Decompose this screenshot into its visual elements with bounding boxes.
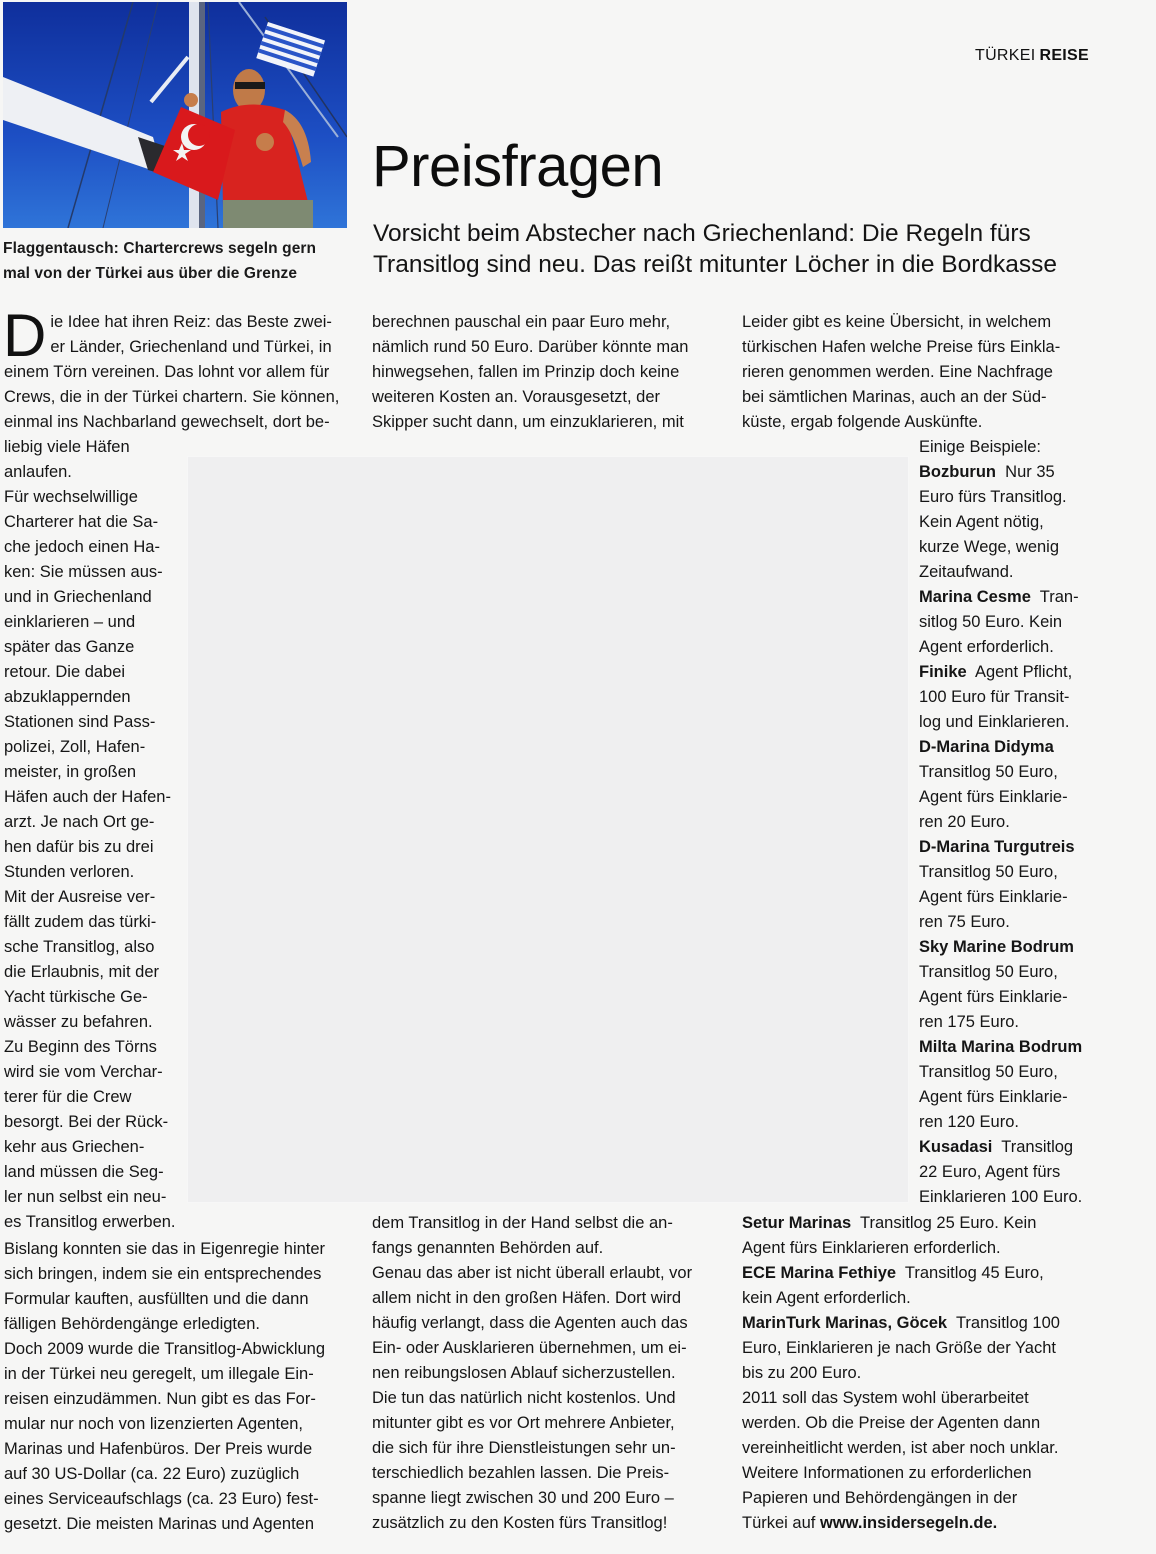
text-line: die Erlaubnis, mit der: [4, 963, 159, 981]
text-line: [919, 960, 1139, 985]
line-text: Agent fürs Einklarie-: [919, 1088, 1068, 1106]
text-line: fällt zudem das türki-: [4, 913, 157, 931]
article-title: Preisfragen: [372, 134, 664, 199]
website-link[interactable]: www.insidersegeln.de.: [819, 1514, 998, 1532]
text-line: Leider gibt es keine Übersicht, in welchem: [742, 313, 1052, 331]
text-line: [919, 985, 1139, 1010]
section-tag-rubric: REISE: [1039, 47, 1089, 64]
text-line: [919, 1160, 1139, 1185]
line-text: Transitlog 50 Euro,: [919, 763, 1058, 781]
line-text: Tran-: [1039, 588, 1079, 606]
text-line: che jedoch einen Ha-: [4, 538, 160, 556]
text-line: [742, 1486, 1142, 1511]
line-text: Transitlog 100: [955, 1314, 1060, 1332]
text-line: Skipper sucht dann, um einzuklarieren, mit: [372, 413, 684, 431]
text-line: [919, 935, 1139, 960]
marina-name: Sky Marine Bodrum: [919, 938, 1074, 956]
line-text: Transitlog 50 Euro,: [919, 963, 1058, 981]
line-text: vereinheitlicht werden, ist aber noch unklar.: [742, 1439, 1059, 1457]
text-line: türkischen Hafen welche Preise fürs Einkla-: [742, 338, 1061, 356]
line-text: Euro, Einklarieren je nach Größe der Yacht: [742, 1339, 1056, 1357]
text-line: [919, 885, 1139, 910]
text-line: [742, 1436, 1142, 1461]
text-line: terschiedlich bezahlen lassen. Die Preis-: [372, 1464, 670, 1482]
text-line: [742, 1286, 1142, 1311]
photo-sailboat-flags-icon: [3, 2, 347, 228]
text-line: gesetzt. Die meisten Marinas und Agenten: [4, 1515, 315, 1533]
text-line: Genau das aber ist nicht überall erlaubt, vor: [372, 1264, 693, 1282]
blank-image-placeholder: [187, 456, 909, 1203]
line-text: 22 Euro, Agent fürs: [919, 1163, 1061, 1181]
text-line: ken: Sie müssen aus-: [4, 563, 163, 581]
text-line: Ein- oder Ausklarieren übernehmen, um ei-: [372, 1339, 687, 1357]
line-text: Türkei auf: [742, 1514, 816, 1532]
text-line: [919, 635, 1139, 660]
text-line: zusätzlich zu den Kosten fürs Transitlog!: [372, 1514, 668, 1532]
text-line: küste, ergab folgende Auskünfte.: [742, 413, 983, 431]
section-tag-country: TÜRKEI: [975, 47, 1036, 64]
text-line: allem nicht in den großen Häfen. Dort wird: [372, 1289, 682, 1307]
line-text: kurze Wege, wenig: [919, 538, 1060, 556]
line-text: Transitlog: [1001, 1138, 1074, 1156]
text-line: Stationen sind Pass-: [4, 713, 156, 731]
text-line: meister, in großen: [4, 763, 137, 781]
text-line: nämlich rund 50 Euro. Darüber könnte man: [372, 338, 689, 356]
text-line: abzuklappernden: [4, 688, 131, 706]
text-line: in der Türkei neu geregelt, um illegale Ein-: [4, 1365, 314, 1383]
photo-caption: [3, 236, 353, 286]
line-text: Agent Pflicht,: [974, 663, 1073, 681]
text-line: [742, 1386, 1142, 1411]
article-deck: [373, 218, 1057, 280]
text-line: weiteren Kosten an. Vorausgesetzt, der: [372, 388, 661, 406]
text-line: mitunter gibt es vor Ort mehrere Anbieter,: [372, 1414, 675, 1432]
text-line: [742, 1211, 1142, 1236]
text-line: ler nun selbst ein neu-: [4, 1188, 167, 1206]
text-line: Stunden verloren.: [4, 863, 135, 881]
marina-name: Finike: [919, 663, 967, 681]
marina-name: Bozburun: [919, 463, 996, 481]
text-line: retour. Die dabei: [4, 663, 126, 681]
text-line: [919, 860, 1139, 885]
text-line: [919, 835, 1139, 860]
line-text: Agent fürs Einklarie-: [919, 788, 1068, 806]
line-text: sitlog 50 Euro. Kein: [919, 613, 1063, 631]
text-line: [919, 735, 1139, 760]
line-text: Agent fürs Einklarieren erforderlich.: [742, 1239, 1001, 1257]
text-line: Marinas und Hafenbüros. Der Preis wurde: [4, 1440, 313, 1458]
text-line: eines Serviceaufschlags (ca. 23 Euro) fest-: [4, 1490, 319, 1508]
marina-name: Kusadasi: [919, 1138, 993, 1156]
text-line: Zu Beginn des Törns: [4, 1038, 157, 1056]
text-line: Doch 2009 wurde die Transitlog-Abwicklung: [4, 1340, 326, 1358]
text-line: [919, 660, 1139, 685]
marina-name: Marina Cesme: [919, 588, 1031, 606]
text-line: land müssen die Seg-: [4, 1163, 164, 1181]
text-line: [919, 1110, 1139, 1135]
text-line: sche Transitlog, also: [4, 938, 155, 956]
line-text: 2011 soll das System wohl überarbeitet: [742, 1389, 1029, 1407]
text-line: [919, 1135, 1139, 1160]
line-text: log und Einklarieren.: [919, 713, 1070, 731]
column-3-top: [742, 310, 1142, 435]
text-line: ie Idee hat ihren Reiz: das Beste zwei-: [50, 313, 332, 331]
text-line: nen reibungslosen Ablauf sicherzustellen.: [372, 1364, 676, 1382]
text-line: Crews, die in der Türkei chartern. Sie können,: [4, 388, 340, 406]
text-line: polizei, Zoll, Hafen-: [4, 738, 146, 756]
caption-line: Flaggentausch: Chartercrews segeln gern: [3, 240, 317, 257]
line-text: Transitlog 25 Euro. Kein: [860, 1214, 1037, 1232]
text-line: wässer zu befahren.: [4, 1013, 153, 1031]
caption-line: mal von der Türkei aus über die Grenze: [3, 265, 298, 282]
text-line: [919, 785, 1139, 810]
text-line: [919, 685, 1139, 710]
line-text: ren 175 Euro.: [919, 1013, 1019, 1031]
text-line: hinwegsehen, fallen im Prinzip doch keine: [372, 363, 680, 381]
text-line: [742, 1511, 1142, 1536]
column-2-top: [372, 310, 722, 435]
text-line: [919, 1060, 1139, 1085]
text-line: [919, 1185, 1139, 1210]
line-text: Transitlog 50 Euro,: [919, 1063, 1058, 1081]
text-line: besorgt. Bei der Rück-: [4, 1113, 169, 1131]
line-text: Nur 35: [1005, 463, 1055, 481]
marina-name: D-Marina Didyma: [919, 738, 1054, 756]
text-line: [919, 435, 1139, 460]
line-text: Transitlog 45 Euro,: [904, 1264, 1044, 1282]
text-line: [742, 1411, 1142, 1436]
text-line: fangs genannten Behörden auf.: [372, 1239, 604, 1257]
marina-name: D-Marina Turgutreis: [919, 838, 1075, 856]
text-line: Die tun das natürlich nicht kostenlos. Und: [372, 1389, 676, 1407]
line-text: ren 75 Euro.: [919, 913, 1010, 931]
text-line: [919, 610, 1139, 635]
column-3-bottom: [742, 1211, 1142, 1536]
text-line: [742, 1236, 1142, 1261]
text-line: [742, 1311, 1142, 1336]
line-text: Einige Beispiele:: [919, 438, 1041, 456]
text-line: liebig viele Häfen: [4, 438, 130, 456]
deck-line: Transitlog sind neu. Das reißt mitunter Löcher in die Bordkasse: [373, 251, 1058, 278]
text-line: [919, 760, 1139, 785]
text-line: Mit der Ausreise ver-: [4, 888, 156, 906]
text-line: spanne liegt zwischen 30 und 200 Euro –: [372, 1489, 674, 1507]
column-1-narrow: [4, 485, 184, 1235]
deck-line: Vorsicht beim Abstecher nach Griechenland: Die Regeln fürs: [373, 220, 1031, 247]
line-text: Zeitaufwand.: [919, 563, 1014, 581]
text-line: und in Griechenland: [4, 588, 152, 606]
line-text: Weitere Informationen zu erforderlichen: [742, 1464, 1032, 1482]
text-line: [919, 485, 1139, 510]
text-line: Häfen auch der Hafen-: [4, 788, 171, 806]
text-line: dem Transitlog in der Hand selbst die an-: [372, 1214, 673, 1232]
text-line: wird sie vom Verchar-: [4, 1063, 163, 1081]
marina-name: Milta Marina Bodrum: [919, 1038, 1083, 1056]
text-line: einklarieren – und: [4, 613, 136, 631]
text-line: [742, 1361, 1142, 1386]
text-line: [919, 560, 1139, 585]
line-text: 100 Euro für Transit-: [919, 688, 1070, 706]
text-line: [919, 510, 1139, 535]
text-line: mular nur noch von lizenzierten Agenten,: [4, 1415, 304, 1433]
line-text: ren 20 Euro.: [919, 813, 1010, 831]
text-line: [919, 910, 1139, 935]
text-line: terer für die Crew: [4, 1088, 132, 1106]
line-text: Papieren und Behördengängen in der: [742, 1489, 1018, 1507]
text-line: arzt. Je nach Ort ge-: [4, 813, 155, 831]
text-line: sich bringen, indem sie ein entsprechendes: [4, 1265, 322, 1283]
text-line: Bislang konnten sie das in Eigenregie hinter: [4, 1240, 326, 1258]
text-line: auf 30 US-Dollar (ca. 22 Euro) zuzüglich: [4, 1465, 300, 1483]
line-text: Kein Agent nötig,: [919, 513, 1044, 531]
text-line: [919, 810, 1139, 835]
marina-name: ECE Marina Fethiye: [742, 1264, 897, 1282]
text-line: es Transitlog erwerben.: [4, 1213, 176, 1231]
article-photo: [3, 2, 347, 228]
text-line: [919, 1085, 1139, 1110]
line-text: ren 120 Euro.: [919, 1113, 1019, 1131]
text-line: bei sämtlichen Marinas, auch an der Süd-: [742, 388, 1047, 406]
text-line: [919, 460, 1139, 485]
text-line: häufig verlangt, dass die Agenten auch das: [372, 1314, 688, 1332]
column-2-bottom: [372, 1211, 722, 1536]
line-text: Transitlog 50 Euro,: [919, 863, 1058, 881]
text-line: [919, 535, 1139, 560]
marina-name: MarinTurk Marinas, Göcek: [742, 1314, 948, 1332]
text-line: kehr aus Griechen-: [4, 1138, 145, 1156]
text-line: [919, 710, 1139, 735]
text-line: Yacht türkische Ge-: [4, 988, 148, 1006]
line-text: Euro fürs Transitlog.: [919, 488, 1067, 506]
line-text: Einklarieren 100 Euro.: [919, 1188, 1083, 1206]
text-line: Charterer hat die Sa-: [4, 513, 159, 531]
text-line: [919, 1035, 1139, 1060]
text-line: [919, 585, 1139, 610]
text-line: [919, 1010, 1139, 1035]
drop-cap: D: [3, 302, 47, 369]
section-tag: [975, 47, 1089, 65]
text-line: [742, 1336, 1142, 1361]
text-line: rieren genommen werden. Eine Nachfrage: [742, 363, 1053, 381]
text-line: [742, 1461, 1142, 1486]
text-line: hen dafür bis zu drei: [4, 838, 154, 856]
text-line: er Länder, Griechenland und Türkei, in: [50, 338, 332, 356]
text-line: anlaufen.: [4, 463, 72, 481]
text-line: [742, 1261, 1142, 1286]
text-line: Für wechselwillige: [4, 488, 138, 506]
text-line: fälligen Behördengänge erledigten.: [4, 1315, 260, 1333]
marina-name: Setur Marinas: [742, 1214, 852, 1232]
line-text: bis zu 200 Euro.: [742, 1364, 862, 1382]
text-line: die sich für ihre Dienstleistungen sehr un-: [372, 1439, 676, 1457]
column-3-examples: [919, 435, 1139, 1210]
text-line: einmal ins Nachbarland gewechselt, dort be-: [4, 413, 330, 431]
line-text: Agent fürs Einklarie-: [919, 888, 1068, 906]
text-line: später das Ganze: [4, 638, 135, 656]
text-line: reisen einzudämmen. Nun gibt es das For-: [4, 1390, 316, 1408]
line-text: Agent erforderlich.: [919, 638, 1054, 656]
text-line: Formular kauften, ausfüllten und die dann: [4, 1290, 309, 1308]
line-text: kein Agent erforderlich.: [742, 1289, 911, 1307]
text-line: einem Törn vereinen. Das lohnt vor allem für: [4, 363, 330, 381]
line-text: werden. Ob die Preise der Agenten dann: [742, 1414, 1041, 1432]
text-line: berechnen pauschal ein paar Euro mehr,: [372, 313, 671, 331]
line-text: Agent fürs Einklarie-: [919, 988, 1068, 1006]
column-1-bottom: [4, 1237, 354, 1537]
column-1-top: [3, 302, 354, 485]
